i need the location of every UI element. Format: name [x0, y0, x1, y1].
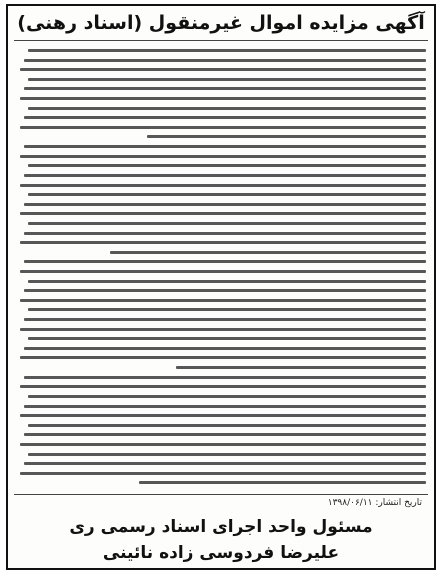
body-text-line [24, 405, 426, 408]
body-text-line [139, 481, 426, 484]
body-text-line [28, 78, 426, 81]
publication-date: تاریخ انتشار: ۱۳۹۸/۰۶/۱۱ [327, 498, 422, 508]
auction-notice [6, 4, 436, 570]
body-text-line [24, 462, 426, 465]
body-text-line [20, 184, 426, 187]
body-text-line [24, 376, 426, 379]
body-text-line [24, 260, 426, 263]
body-text-line [24, 318, 426, 321]
body-text-line [28, 193, 426, 196]
body-text-line [20, 414, 426, 417]
body-text-line [20, 241, 426, 244]
body-text-line [24, 87, 426, 90]
body-text-line [28, 395, 426, 398]
body-text-line [28, 222, 426, 225]
body-text-line [24, 232, 426, 235]
notice-body-text [16, 46, 426, 488]
body-text-line [20, 126, 426, 129]
body-text-line [20, 385, 426, 388]
body-text-line [24, 347, 426, 350]
footer-divider [14, 494, 428, 495]
body-text-line [20, 328, 426, 331]
body-text-line [28, 107, 426, 110]
body-text-line [28, 424, 426, 427]
body-text-line [28, 308, 426, 311]
header-divider [14, 40, 428, 41]
body-text-line [24, 145, 426, 148]
body-text-line [28, 49, 426, 52]
body-text-line [28, 453, 426, 456]
body-text-line [24, 203, 426, 206]
body-text-line [20, 97, 426, 100]
body-text-line [20, 472, 426, 475]
body-text-line [24, 174, 426, 177]
body-text-line [176, 366, 426, 369]
body-text-line [24, 116, 426, 119]
body-text-line [20, 212, 426, 215]
signatory-name: علیرضا فردوسی زاده نائینی [102, 543, 340, 563]
body-text-line [147, 135, 426, 138]
body-text-line [28, 337, 426, 340]
body-text-line [20, 155, 426, 158]
body-text-line [20, 356, 426, 359]
body-text-line [20, 443, 426, 446]
body-text-line [24, 289, 426, 292]
body-text-line [24, 59, 426, 62]
body-text-line [20, 299, 426, 302]
body-text-line [20, 270, 426, 273]
body-text-line [20, 68, 426, 71]
notice-headline: آگهی مزایده اموال غیرمنقول (اسناد رهنی) [17, 12, 425, 34]
body-text-line [110, 251, 426, 254]
body-text-line [28, 280, 426, 283]
body-text-line [24, 433, 426, 436]
signatory-title: مسئول واحد اجرای اسناد رسمی ری [69, 517, 373, 537]
body-text-line [28, 164, 426, 167]
